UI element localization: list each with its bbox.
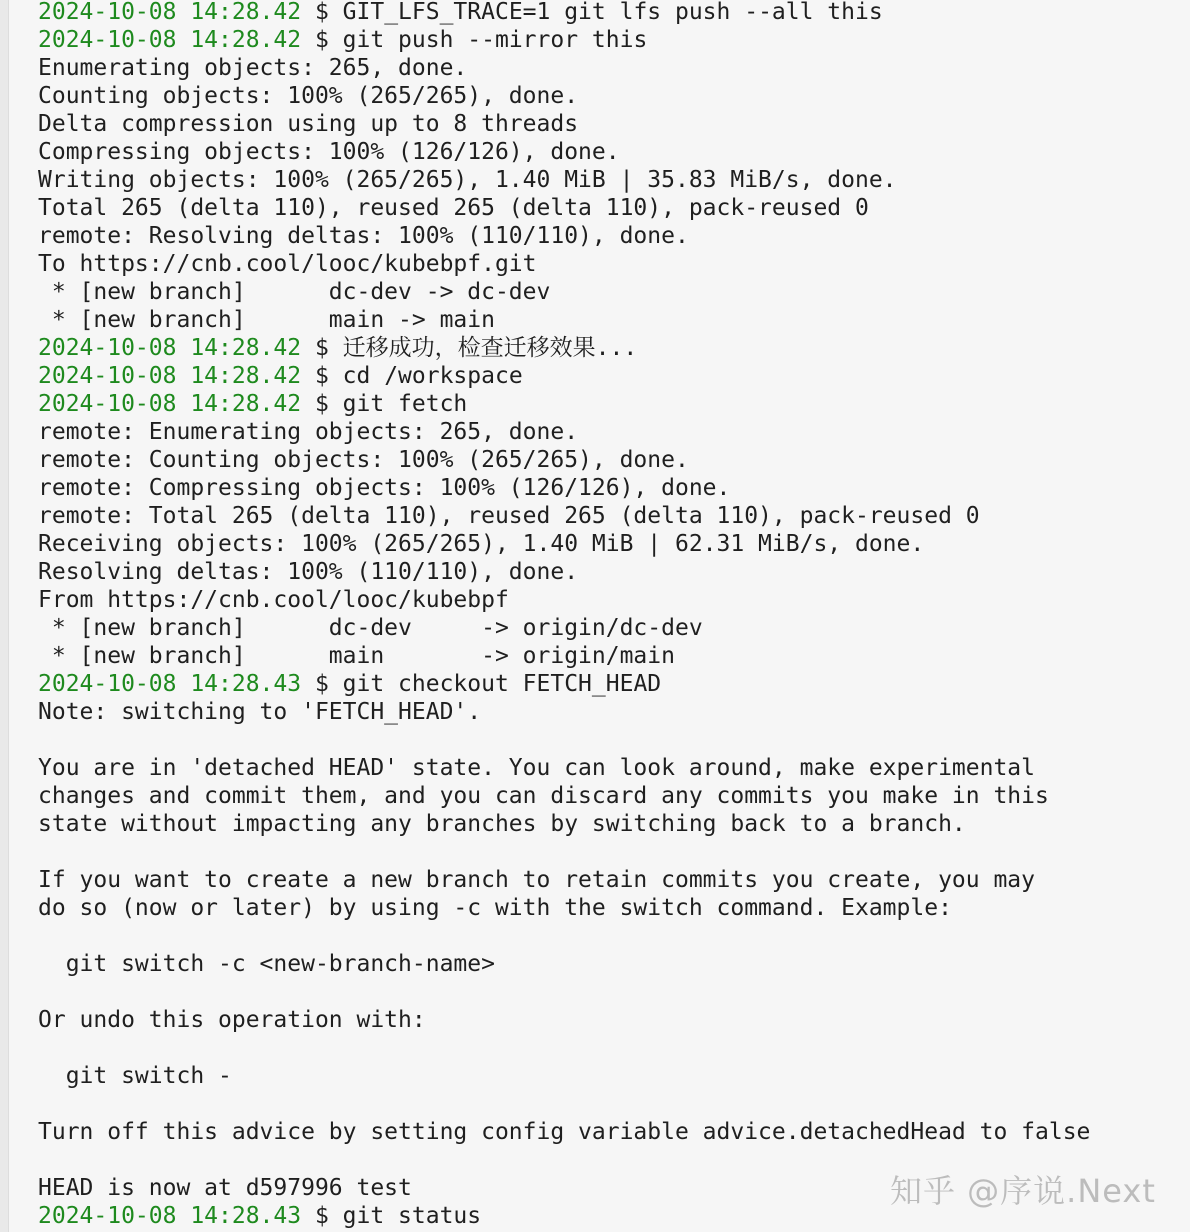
terminal-output-line (38, 250, 1178, 278)
terminal-output-line (38, 530, 1178, 558)
output-text: git switch -c <new-branch-name> (38, 951, 495, 977)
terminal-output-line (38, 82, 1178, 110)
terminal-output-line (38, 278, 1178, 306)
timestamp: 2024-10-08 14:28.42 (38, 335, 302, 361)
terminal-output-line (38, 1034, 1178, 1062)
watermark: 知乎 @序说.Next (890, 1172, 1156, 1210)
output-text: Writing objects: 100% (265/265), 1.40 MiB | 35.83 MiB/s, done. (38, 167, 897, 193)
terminal-output-line (38, 194, 1178, 222)
timestamp: 2024-10-08 14:28.43 (38, 671, 302, 697)
terminal-output-line (38, 502, 1178, 530)
terminal-output-line (38, 754, 1178, 782)
output-text: Delta compression using up to 8 threads (38, 111, 579, 137)
terminal-command-line (38, 362, 1178, 390)
output-text: remote: Counting objects: 100% (265/265), done. (38, 447, 689, 473)
terminal-output-line (38, 866, 1178, 894)
output-text: Turn off this advice by setting config variable advice.detachedHead to false (38, 1119, 1091, 1145)
terminal-output-line (38, 810, 1178, 838)
terminal-output-line (38, 614, 1178, 642)
terminal-output-line (38, 474, 1178, 502)
terminal-output-line (38, 950, 1178, 978)
terminal-output-line (38, 110, 1178, 138)
command-text: $ git fetch (301, 391, 468, 417)
terminal-command-line (38, 334, 1178, 362)
output-text: Resolving deltas: 100% (110/110), done. (38, 559, 579, 585)
output-text: * [new branch] dc-dev -> dc-dev (38, 279, 551, 305)
timestamp: 2024-10-08 14:28.42 (38, 363, 302, 389)
output-text: Receiving objects: 100% (265/265), 1.40 MiB | 62.31 MiB/s, done. (38, 531, 925, 557)
timestamp: 2024-10-08 14:28.42 (38, 391, 302, 417)
terminal-output-line (38, 1062, 1178, 1090)
command-text: $ cd /workspace (301, 363, 523, 389)
output-text: Note: switching to 'FETCH_HEAD'. (38, 699, 482, 725)
terminal-output-line (38, 306, 1178, 334)
terminal-output-line (38, 1006, 1178, 1034)
output-text: do so (now or later) by using -c with the switch command. Example: (38, 895, 952, 921)
output-text: Total 265 (delta 110), reused 265 (delta 110), pack-reused 0 (38, 195, 869, 221)
terminal-output-line (38, 894, 1178, 922)
terminal-command-line (38, 670, 1178, 698)
terminal-output-line (38, 922, 1178, 950)
timestamp: 2024-10-08 14:28.43 (38, 1203, 302, 1229)
output-text: changes and commit them, and you can discard any commits you make in this (38, 783, 1049, 809)
output-text: remote: Enumerating objects: 265, done. (38, 419, 579, 445)
output-text: You are in 'detached HEAD' state. You can look around, make experimental (38, 755, 1035, 781)
output-text: state without impacting any branches by switching back to a branch. (38, 811, 966, 837)
timestamp: 2024-10-08 14:28.42 (38, 0, 302, 25)
output-text: HEAD is now at d597996 test (38, 1175, 412, 1201)
output-text: * [new branch] main -> main (38, 307, 495, 333)
command-text: $ git status (301, 1203, 482, 1229)
terminal-output-line (38, 586, 1178, 614)
output-text: remote: Resolving deltas: 100% (110/110), done. (38, 223, 689, 249)
terminal-output-line (38, 726, 1178, 754)
output-text: Compressing objects: 100% (126/126), done. (38, 139, 620, 165)
terminal-output-line (38, 698, 1178, 726)
command-text: $ git checkout FETCH_HEAD (301, 671, 662, 697)
terminal-output-line (38, 1118, 1178, 1146)
terminal-command-line (38, 0, 1178, 26)
terminal-command-line (38, 26, 1178, 54)
output-text: * [new branch] main -> origin/main (38, 643, 675, 669)
terminal-output-line (38, 838, 1178, 866)
terminal-output-line (38, 642, 1178, 670)
command-text: $ 迁移成功，检查迁移效果... (301, 335, 638, 361)
output-text: git switch - (38, 1063, 232, 1089)
terminal-output-line (38, 222, 1178, 250)
command-text: $ git push --mirror this (301, 27, 648, 53)
terminal-output-line (38, 418, 1178, 446)
terminal-output-line (38, 138, 1178, 166)
terminal-output-line (38, 446, 1178, 474)
terminal-output-line (38, 558, 1178, 586)
output-text: If you want to create a new branch to retain commits you create, you may (38, 867, 1035, 893)
output-text: Counting objects: 100% (265/265), done. (38, 83, 579, 109)
terminal-command-line (38, 390, 1178, 418)
terminal-output-line (38, 782, 1178, 810)
terminal-output[interactable] (38, 0, 1178, 1230)
output-text: To https://cnb.cool/looc/kubebpf.git (38, 251, 537, 277)
output-text: Enumerating objects: 265, done. (38, 55, 468, 81)
terminal-output-line (38, 166, 1178, 194)
terminal-output-line (38, 54, 1178, 82)
terminal-output-line (38, 978, 1178, 1006)
output-text: From https://cnb.cool/looc/kubebpf (38, 587, 509, 613)
window-left-border (0, 0, 9, 1232)
command-text: $ GIT_LFS_TRACE=1 git lfs push --all this (301, 0, 883, 25)
terminal-output-line (38, 1090, 1178, 1118)
output-text: remote: Compressing objects: 100% (126/126), done. (38, 475, 731, 501)
output-text: remote: Total 265 (delta 110), reused 265 (delta 110), pack-reused 0 (38, 503, 980, 529)
output-text: * [new branch] dc-dev -> origin/dc-dev (38, 615, 703, 641)
output-text: Or undo this operation with: (38, 1007, 426, 1033)
timestamp: 2024-10-08 14:28.42 (38, 27, 302, 53)
